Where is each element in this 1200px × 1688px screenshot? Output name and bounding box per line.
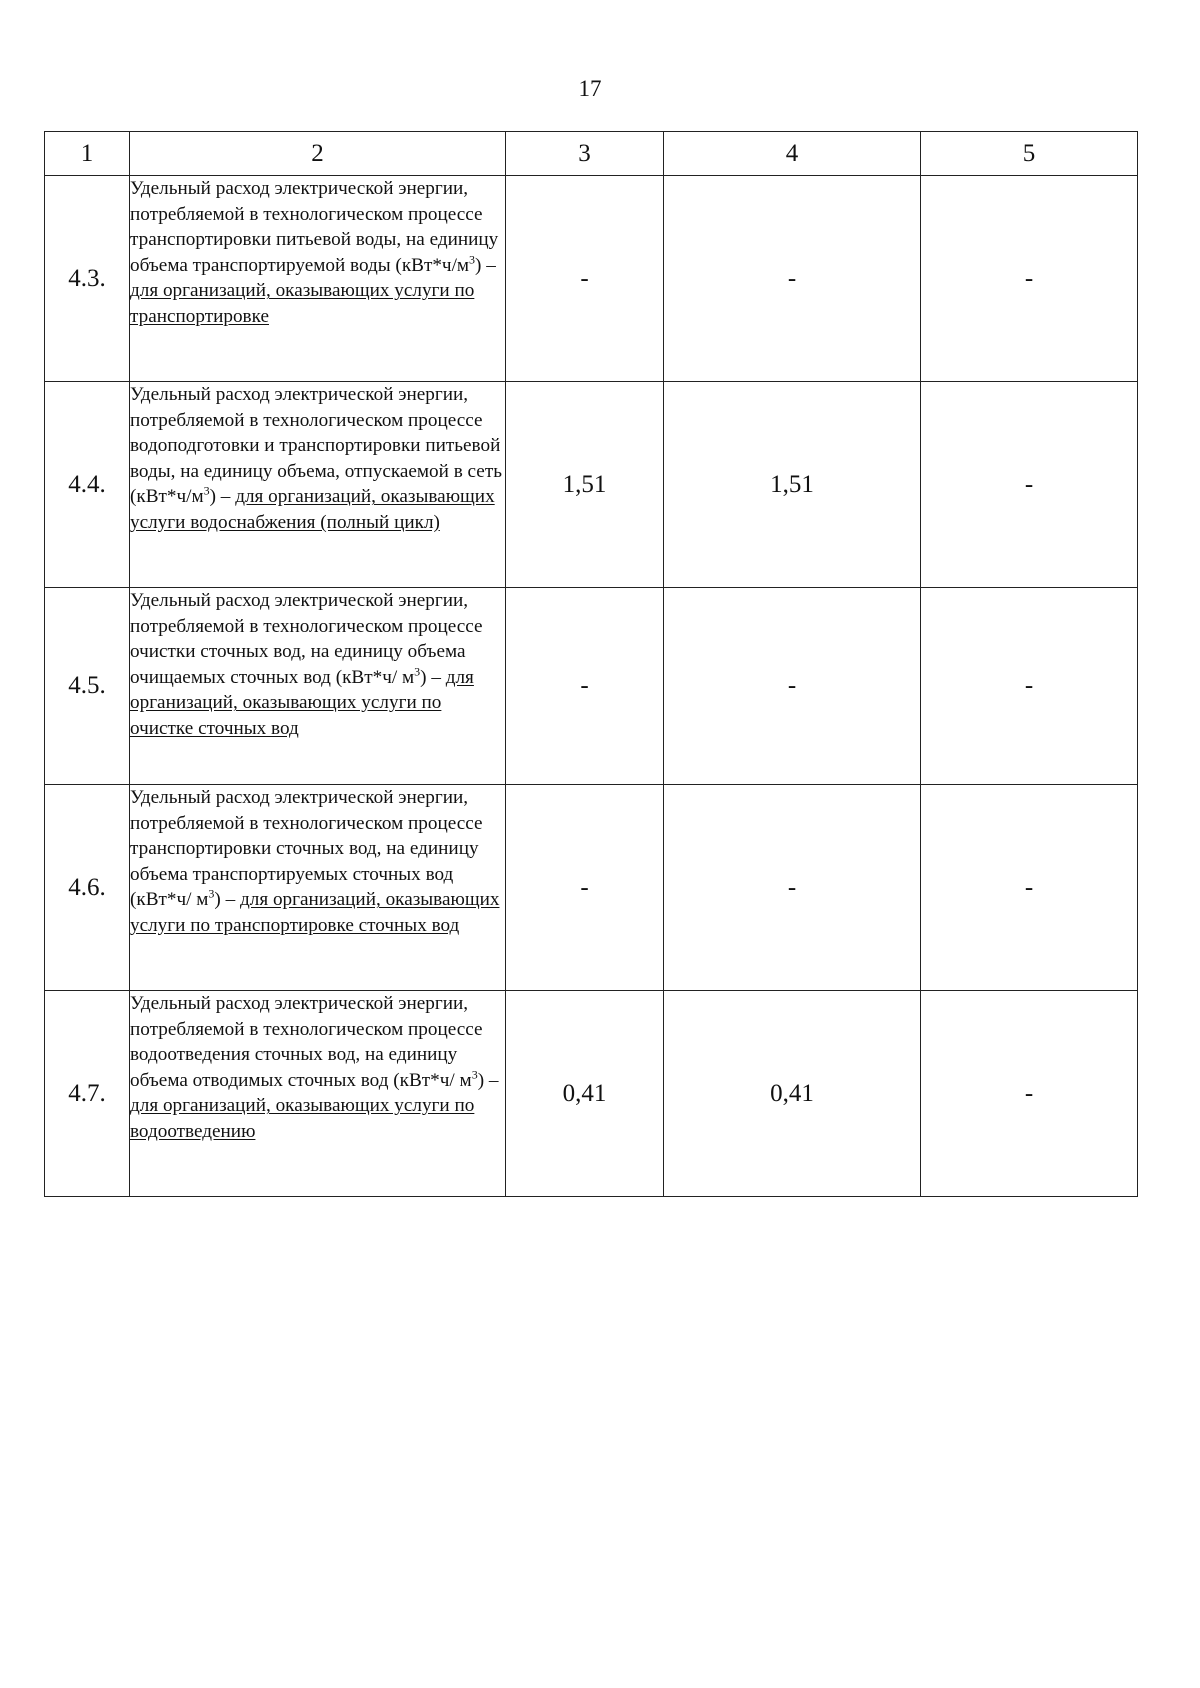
- row-description: [130, 785, 506, 991]
- column-header-5: 5: [921, 132, 1138, 176]
- value-col-3: 0,41: [506, 991, 664, 1197]
- table-row: [45, 785, 1138, 991]
- description-text: Удельный расход электрической энергии, потребляемой в технологическом процессе транспортировки питьевой воды, на единицу объема транспортируемой воды (кВт*ч/м: [130, 178, 499, 276]
- unit-exponent: 3: [203, 483, 210, 498]
- value-col-3: -: [506, 785, 664, 991]
- unit-exponent: 3: [208, 886, 215, 901]
- column-header-2: 2: [130, 132, 506, 176]
- description-tail: ) –: [420, 666, 446, 688]
- value-col-4: -: [664, 785, 921, 991]
- value-col-4: 1,51: [664, 382, 921, 588]
- row-number: 4.6.: [45, 785, 130, 991]
- value-col-4: 0,41: [664, 991, 921, 1197]
- table-header-row: [45, 132, 1138, 176]
- applicability-condition: для организаций, оказывающих услуги водоснабжения (полный цикл): [130, 486, 495, 533]
- unit-exponent: 3: [469, 252, 476, 267]
- value-col-4: -: [664, 176, 921, 382]
- description-tail: ) –: [209, 486, 236, 508]
- description-text: Удельный расход электрической энергии, потребляемой в технологическом процессе водоподготовки и транспортировки питьевой воды, на единицу объема, отпускаемой в сеть (кВт*ч/м: [130, 384, 502, 508]
- value-col-5: -: [921, 991, 1138, 1197]
- row-description: [130, 991, 506, 1197]
- applicability-condition: для организаций, оказывающих услуги по очистке сточных вод: [130, 666, 474, 739]
- value-col-3: -: [506, 588, 664, 785]
- description-text: Удельный расход электрической энергии, потребляемой в технологическом процессе транспортировки сточных вод, на единицу объема транспортируемых сточных вод (кВт*ч/ м: [130, 787, 483, 911]
- value-col-3: -: [506, 176, 664, 382]
- row-number: 4.3.: [45, 176, 130, 382]
- description-tail: ) –: [475, 254, 496, 276]
- row-number: 4.7.: [45, 991, 130, 1197]
- column-header-3: 3: [506, 132, 664, 176]
- description-tail: ) –: [214, 889, 240, 911]
- table-row: [45, 382, 1138, 588]
- applicability-condition: для организаций, оказывающих услуги по транспортировке: [130, 280, 475, 327]
- description-tail: ) –: [477, 1069, 499, 1091]
- description-text: Удельный расход электрической энергии, потребляемой в технологическом процессе водоотведения сточных вод, на единицу объема отводимых сточных вод (кВт*ч/ м: [130, 993, 483, 1091]
- row-description: [130, 382, 506, 588]
- column-header-1: 1: [45, 132, 130, 176]
- row-number: 4.4.: [45, 382, 130, 588]
- value-col-5: -: [921, 785, 1138, 991]
- value-col-4: -: [664, 588, 921, 785]
- row-description: [130, 588, 506, 785]
- row-number: 4.5.: [45, 588, 130, 785]
- applicability-condition: для организаций, оказывающих услуги по водоотведению: [130, 1095, 475, 1142]
- table-row: [45, 176, 1138, 382]
- value-col-5: -: [921, 588, 1138, 785]
- value-col-5: -: [921, 382, 1138, 588]
- description-text: Удельный расход электрической энергии, потребляемой в технологическом процессе очистки сточных вод, на единицу объема очищаемых сточных вод (кВт*ч/ м: [130, 590, 483, 688]
- value-col-3: 1,51: [506, 382, 664, 588]
- value-col-5: -: [921, 176, 1138, 382]
- unit-exponent: 3: [414, 664, 421, 679]
- indicators-table: [44, 131, 1138, 1197]
- page-number: 17: [578, 76, 602, 101]
- table-row: [45, 991, 1138, 1197]
- table-row: [45, 588, 1138, 785]
- applicability-condition: для организаций, оказывающих услуги по транспортировке сточных вод: [130, 889, 500, 936]
- column-header-4: 4: [664, 132, 921, 176]
- unit-exponent: 3: [471, 1067, 478, 1082]
- row-description: [130, 176, 506, 382]
